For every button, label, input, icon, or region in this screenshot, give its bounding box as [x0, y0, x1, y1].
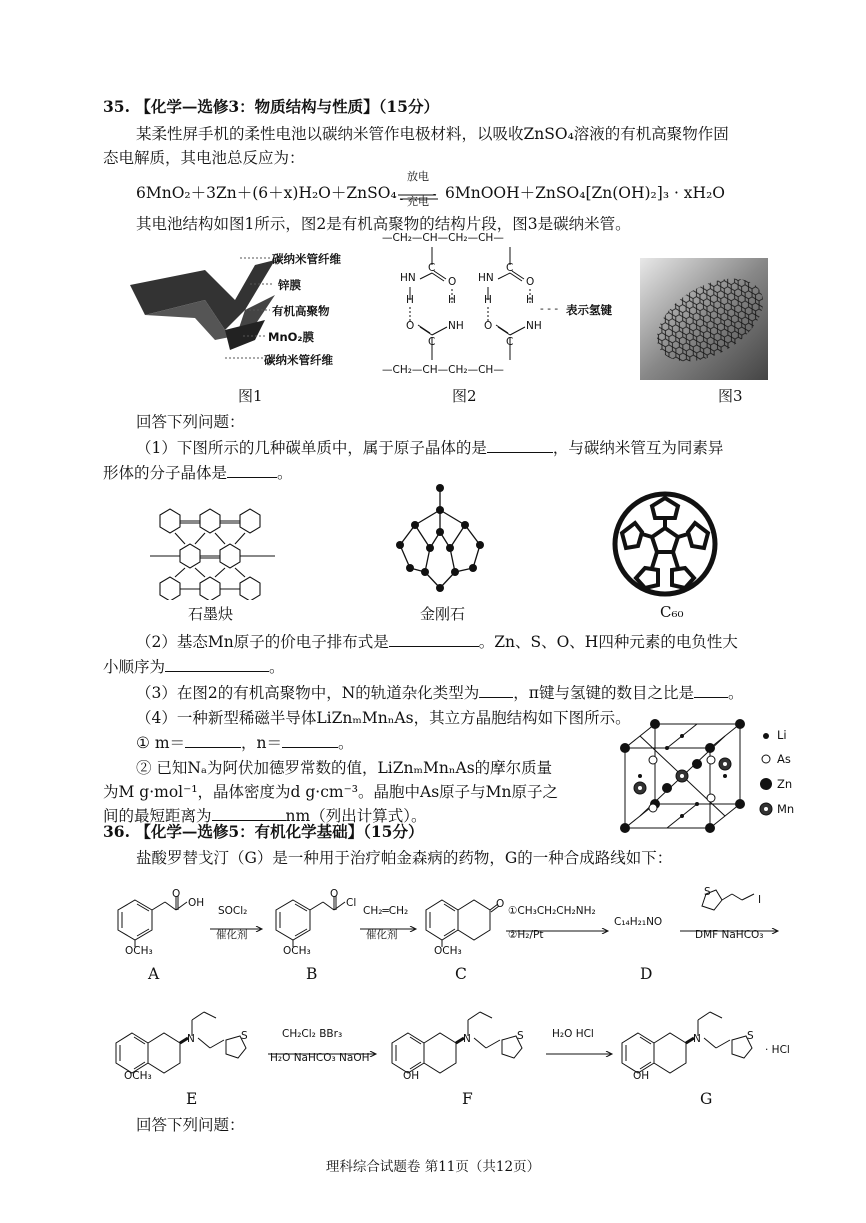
q35-part2-line1: （2）基态Mn原子的价电子排布式是 。Zn、S、O、H四种元素的电负性大 — [136, 633, 738, 651]
step3-arrow — [506, 920, 610, 926]
q35-title: 35. 【化学—选修3：物质结构与性质】（15分） — [103, 97, 439, 116]
legend-zn: Zn — [777, 777, 793, 791]
reaction-left: 6MnO₂＋3Zn＋(6＋x)H₂O＋ZnSO₄ — [136, 184, 397, 202]
step3-reagent1: ①CH₃CH₂CH₂NH₂ — [508, 905, 596, 917]
unit-cell-figure — [615, 718, 755, 836]
fig2-chain-top: —CH₂—CH—CH₂—CH— — [382, 232, 504, 244]
q35-intro-line3: 其电池结构如图1所示，图2是有机高聚物的结构片段，图3是碳纳米管。 — [136, 215, 631, 233]
F-atom-S: S — [517, 1030, 524, 1042]
q35-part4-2-line2: 为M g·mol⁻¹，晶体密度为d g·cm⁻³。晶胞中As原子与Mn原子之 — [103, 783, 559, 801]
E-atom-N: N — [187, 1033, 195, 1045]
G-atom-OH: OH — [633, 1070, 650, 1082]
step1-reagent: SOCl₂ — [218, 905, 248, 917]
q35-part4: （4）一种新型稀磁半导体LiZnₘMnₙAs，其立方晶胞结构如下图所示。 — [136, 709, 631, 727]
q36-answer-intro: 回答下列问题： — [136, 1116, 245, 1134]
step2-arrow — [360, 918, 418, 924]
fig1-caption: 图1 — [238, 387, 263, 405]
caption-c60: C₆₀ — [660, 603, 684, 621]
fig2-hbond-dash: - - - — [540, 302, 559, 315]
fig3-caption: 图3 — [718, 387, 743, 405]
q35-intro-line1: 某柔性屏手机的柔性电池以碳纳米管作电极材料，以吸收ZnSO₄溶液的有机高聚物作固 — [136, 125, 729, 143]
fig2-atom-O3: O — [406, 320, 415, 332]
B-atom-O: O — [330, 888, 339, 900]
fig1-label-zinc: 锌膜 — [278, 278, 301, 292]
fig2-atom-H3: H — [484, 294, 492, 306]
answer-blank-ratio[interactable] — [694, 697, 728, 698]
fig1-label-cnt-bottom: 碳纳米管纤维 — [264, 353, 333, 367]
q36-intro: 盐酸罗替戈汀（G）是一种用于治疗帕金森病的药物，G的一种合成路线如下： — [136, 849, 673, 867]
step4-conditions: DMF NaHCO₃ — [695, 929, 764, 941]
step4-arrow — [680, 920, 780, 926]
G-atom-N: N — [693, 1033, 701, 1045]
legend-mn: Mn — [777, 802, 795, 816]
F-atom-OH: OH — [403, 1070, 420, 1082]
step5-workup: H₂O NaHCO₃ NaOH — [270, 1052, 370, 1064]
diamond-structure — [385, 480, 495, 600]
legend-as: As — [777, 752, 791, 766]
label-B: B — [306, 965, 318, 983]
step5-reagents: CH₂Cl₂ BBr₃ — [282, 1028, 343, 1040]
answer-blank-mn-config[interactable] — [389, 646, 479, 647]
step3-reagent2: ②H₂/Pt — [508, 929, 544, 941]
A-atom-OH: OH — [188, 897, 205, 909]
caption-diamond: 金刚石 — [420, 605, 466, 623]
compound-B-structure — [268, 890, 358, 960]
figure-3-carbon-nanotube — [640, 258, 768, 380]
compound-A-structure — [110, 890, 200, 960]
fig2-atom-H1: H — [406, 294, 414, 306]
reagent-atom-I: I — [758, 894, 762, 906]
fig1-label-cnt-top: 碳纳米管纤维 — [272, 252, 341, 266]
reaction-charge: 充电 — [407, 195, 429, 208]
answer-blank-n[interactable] — [282, 747, 338, 748]
A-atom-OCH3: OCH₃ — [125, 945, 153, 957]
reagent-atom-S: S — [704, 886, 711, 898]
C-atom-O: O — [496, 898, 505, 910]
fig1-label-polymer: 有机高聚物 — [272, 304, 330, 318]
step1-catalyst: 催化剂 — [216, 929, 248, 941]
answer-blank-hybridization[interactable] — [479, 697, 513, 698]
fig2-atom-O2: O — [526, 276, 535, 288]
legend-li: Li — [777, 728, 787, 742]
fig2-atom-C2: C — [506, 262, 514, 274]
step5-arrow — [268, 1043, 378, 1049]
q35-part4-1: ① m＝ ，n＝ 。 — [136, 734, 354, 752]
fig2-atom-HN2: HN — [478, 272, 494, 284]
fig2-atom-H2: H — [448, 294, 456, 306]
F-atom-N: N — [463, 1033, 471, 1045]
A-atom-O: O — [172, 888, 181, 900]
G-atom-HCl: · HCl — [765, 1044, 790, 1056]
fig2-caption: 图2 — [452, 387, 477, 405]
reaction-arrow — [398, 186, 438, 190]
answer-blank-electronegativity[interactable] — [165, 671, 269, 672]
label-A: A — [148, 965, 160, 983]
graphdiyne-structure — [150, 495, 275, 600]
step6-reagents: H₂O HCl — [552, 1028, 594, 1040]
q35-part4-2-line3: 间的最短距离为 nm（列出计算式）。 — [103, 807, 427, 825]
reaction-discharge: 放电 — [407, 170, 429, 183]
answer-blank-m[interactable] — [185, 747, 241, 748]
fig2-atom-C3: C — [428, 336, 436, 348]
fig2-atom-HN1: HN — [400, 272, 416, 284]
fig2-atom-C1: C — [428, 262, 436, 274]
step2-reagent: CH₂═CH₂ — [363, 905, 409, 917]
caption-graphdiyne: 石墨炔 — [188, 605, 234, 623]
q35-part3: （3）在图2的有机高聚物中，N的轨道杂化类型为 ，π键与氢键的数目之比是 。 — [136, 684, 744, 702]
fig2-chain-bottom: —CH₂—CH—CH₂—CH— — [382, 364, 504, 376]
answer-blank-molecular-crystal[interactable] — [227, 477, 277, 478]
q35-part2-line2: 小顺序为 。 — [103, 658, 285, 676]
c60-structure — [610, 488, 720, 600]
step6-arrow — [546, 1043, 614, 1049]
q35-part1-line1: （1）下图所示的几种碳单质中，属于原子晶体的是 ，与碳纳米管互为同素异 — [136, 439, 724, 457]
fig2-atom-O1: O — [448, 276, 457, 288]
fig2-atom-NH1: NH — [448, 320, 464, 332]
C-atom-OCH3: OCH₃ — [434, 945, 462, 957]
E-atom-S: S — [241, 1030, 248, 1042]
B-atom-OCH3: OCH₃ — [283, 945, 311, 957]
fig2-atom-NH2: NH — [526, 320, 542, 332]
q35-part1-line2: 形体的分子晶体是 。 — [103, 464, 293, 482]
q35-intro-line2: 态电解质，其电池总反应为： — [103, 149, 305, 167]
step2-catalyst: 催化剂 — [366, 929, 398, 941]
fig2-atom-H4: H — [526, 294, 534, 306]
label-C: C — [455, 965, 467, 983]
B-atom-Cl: Cl — [346, 897, 357, 909]
E-atom-OCH3: OCH₃ — [124, 1070, 152, 1082]
fig2-atom-C4: C — [506, 336, 514, 348]
answer-blank-atomic-crystal[interactable] — [487, 452, 553, 453]
label-G: G — [700, 1090, 713, 1108]
q36-title: 36. 【化学—选修5：有机化学基础】（15分） — [103, 822, 424, 841]
fig2-hbond-label: 表示氢键 — [566, 303, 612, 317]
compound-D-formula: C₁₄H₂₁NO — [614, 916, 663, 928]
label-E: E — [186, 1090, 198, 1108]
label-D: D — [640, 965, 653, 983]
page-footer: 理科综合试题卷 第11页（共12页） — [325, 1159, 541, 1175]
reaction-right: 6MnOOH＋ZnSO₄[Zn(OH)₂]₃ · xH₂O — [445, 184, 725, 202]
G-atom-S: S — [747, 1030, 754, 1042]
fig2-atom-O4: O — [484, 320, 493, 332]
q35-part4-2-line1: ② 已知Nₐ为阿伏加德罗常数的值，LiZnₘMnₙAs的摩尔质量 — [136, 759, 553, 777]
q35-answer-intro: 回答下列问题： — [136, 413, 245, 431]
step1-arrow — [210, 918, 264, 924]
fig1-label-mno2: MnO₂膜 — [268, 330, 314, 344]
label-F: F — [462, 1090, 473, 1108]
